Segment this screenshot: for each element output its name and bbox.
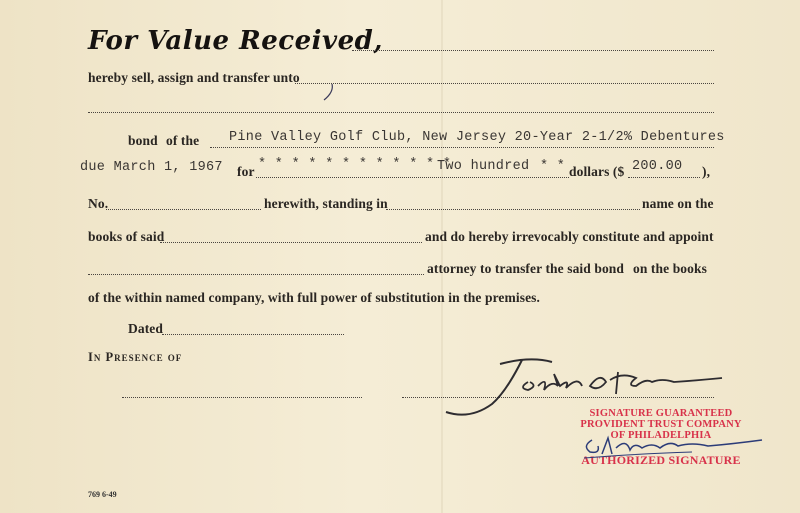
stamp-authorized: AUTHORIZED SIGNATURE <box>581 453 741 467</box>
dated-label: Dated <box>128 321 163 336</box>
form-title: For Value Received, <box>88 26 383 56</box>
bond-description-line <box>210 147 714 148</box>
blank-line <box>88 112 714 113</box>
standing-in-line <box>386 209 640 210</box>
number-line <box>106 209 261 210</box>
stamp-line-2: PROVIDENT TRUST COMPANY <box>580 419 742 430</box>
for-label: for <box>237 164 255 179</box>
books-of-text: books of said <box>88 229 165 244</box>
guarantor-signature <box>572 432 772 466</box>
dollars-label: dollars ($ <box>569 164 625 179</box>
attorney-text: attorney to transfer the said bond <box>427 261 625 276</box>
witness-signature-line <box>122 397 362 398</box>
bond-label: bond <box>128 133 158 148</box>
due-date: due March 1, 1967 <box>80 160 223 175</box>
pen-mark <box>318 82 338 104</box>
herewith-text: herewith, standing in <box>264 196 388 211</box>
bond-description: Pine Valley Golf Club, New Jersey 20-Year 2-1/2% Debentures <box>229 130 725 145</box>
assign-text: hereby sell, assign and transfer unto <box>88 70 300 85</box>
substitution-text: of the within named company, with full power of substitution in the premises. <box>88 290 540 305</box>
stars-fill-2: * * <box>540 159 566 174</box>
stamp-line-3: OF PHILADELPHIA <box>610 430 712 441</box>
date-line <box>162 334 344 335</box>
on-books-text: on the books <box>633 261 707 276</box>
irrevocably-text: and do hereby irrevocably constitute and appoint <box>425 229 714 244</box>
name-on-text: name on the <box>642 196 714 211</box>
paper-fold <box>441 0 443 513</box>
attorney-line <box>88 274 424 275</box>
presence-label: In Presence of <box>88 350 183 364</box>
title-dotted-line <box>352 50 714 51</box>
amount-in-words: Two hundred <box>437 159 530 174</box>
assignee-line <box>295 83 714 84</box>
close-paren: ), <box>702 164 711 179</box>
stamp-line-1: SIGNATURE GUARANTEED <box>589 408 733 419</box>
amount-words-line <box>256 177 569 178</box>
stars-fill: * * * * * * * * * * * * <box>258 157 452 172</box>
amount-number: 200.00 <box>632 159 683 174</box>
form-number: 769 6-49 <box>88 490 117 499</box>
amount-number-line <box>628 177 700 178</box>
number-label: No. <box>88 196 109 211</box>
of-the-label: of the <box>166 133 200 148</box>
books-of-line <box>160 242 422 243</box>
